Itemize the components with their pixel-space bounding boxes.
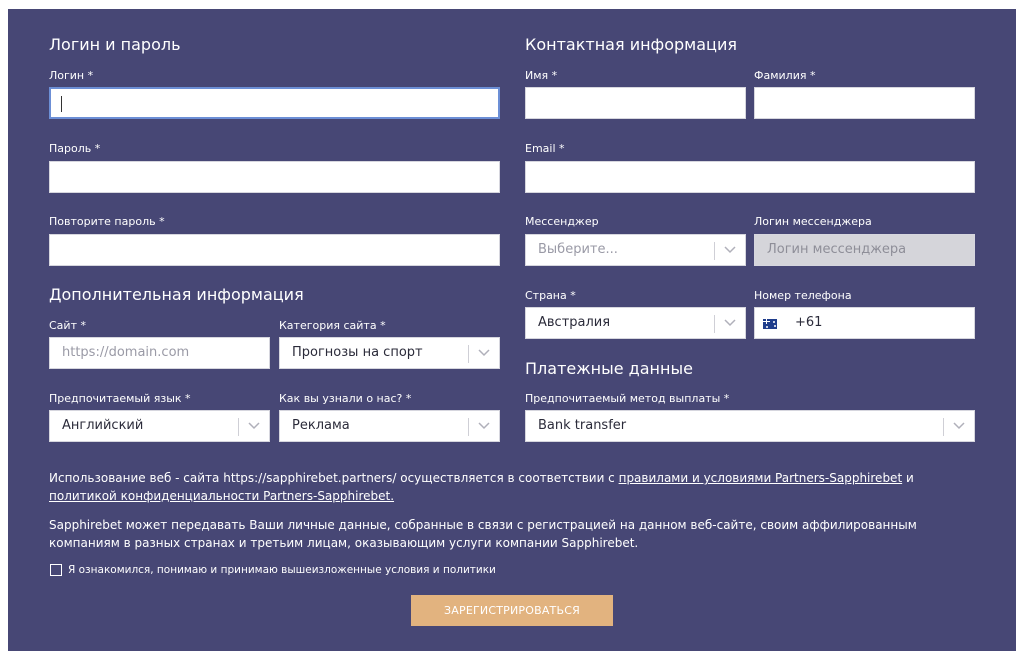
privacy-link[interactable]: политикой конфиденциальности Partners-Sapphirebet. xyxy=(49,489,395,503)
email-label: Email * xyxy=(525,142,565,155)
messenger-label: Мессенджер xyxy=(525,215,599,228)
first-name-label: Имя * xyxy=(525,69,558,82)
terms-and: и xyxy=(902,471,914,485)
chevron-down-icon xyxy=(944,411,974,441)
payment-section-title: Платежные данные xyxy=(525,359,693,378)
rules-link[interactable]: правилами и условиями Partners-Sapphirebet xyxy=(618,471,903,485)
country-select[interactable] xyxy=(525,307,746,339)
password-label: Пароль * xyxy=(49,142,101,155)
phone-input[interactable] xyxy=(754,307,975,339)
site-label: Сайт * xyxy=(49,319,86,332)
last-name-input[interactable] xyxy=(754,87,975,119)
source-label: Как вы узнали о нас? * xyxy=(279,392,412,405)
country-label: Страна * xyxy=(525,289,576,302)
language-label: Предпочитаемый язык * xyxy=(49,392,191,405)
repeat-password-label: Повторите пароль * xyxy=(49,215,165,228)
last-name-label: Фамилия * xyxy=(754,69,816,82)
agree-checkbox[interactable] xyxy=(50,564,62,576)
payout-label: Предпочитаемый метод выплаты * xyxy=(525,392,730,405)
site-input[interactable] xyxy=(49,337,270,369)
site-category-label: Категория сайта * xyxy=(279,319,386,332)
source-select[interactable] xyxy=(279,410,500,442)
extra-section-title: Дополнительная информация xyxy=(49,285,304,304)
chevron-down-icon xyxy=(239,411,269,441)
registration-form-panel xyxy=(8,9,1016,651)
chevron-down-icon xyxy=(715,235,745,265)
payout-value: Bank transfer xyxy=(538,418,627,433)
phone-code: +61 xyxy=(795,315,823,330)
terms-text xyxy=(49,469,969,505)
contact-section-title: Контактная информация xyxy=(525,35,737,54)
chevron-down-icon xyxy=(469,338,499,368)
email-input[interactable] xyxy=(525,161,975,193)
messenger-login-label: Логин мессенджера xyxy=(754,215,872,228)
phone-label: Номер телефона xyxy=(754,289,852,302)
australia-flag-icon[interactable] xyxy=(763,319,777,329)
messenger-login-input[interactable] xyxy=(754,234,975,266)
chevron-down-icon xyxy=(469,411,499,441)
messenger-login-placeholder: Логин мессенджера xyxy=(767,242,907,257)
register-button[interactable]: ЗАРЕГИСТРИРОВАТЬСЯ xyxy=(411,595,613,626)
login-label: Логин * xyxy=(49,69,94,82)
chevron-down-icon xyxy=(715,308,745,338)
messenger-select[interactable] xyxy=(525,234,746,266)
disclosure-text: Sapphirebet может передавать Ваши личные данные, собранные в связи с регистрацией на данном веб-сайте, своим аффилированным компаниям в разных странах и третьим лицам, оказывающим услуги компании Sapphirebet. xyxy=(49,518,917,550)
country-value: Австралия xyxy=(538,315,611,330)
password-input[interactable] xyxy=(49,161,500,193)
site-category-value: Прогнозы на спорт xyxy=(292,345,423,360)
site-placeholder: https://domain.com xyxy=(62,345,190,360)
agree-label: Я ознакомился, понимаю и принимаю вышеизложенные условия и политики xyxy=(68,564,496,576)
repeat-password-input[interactable] xyxy=(49,234,500,266)
language-select[interactable] xyxy=(49,410,270,442)
login-input[interactable] xyxy=(49,87,500,119)
login-section-title: Логин и пароль xyxy=(49,35,181,54)
text-cursor xyxy=(61,96,62,112)
payout-select[interactable] xyxy=(525,410,975,442)
site-category-select[interactable] xyxy=(279,337,500,369)
first-name-input[interactable] xyxy=(525,87,746,119)
terms-prefix: Использование веб - сайта https://sapphirebet.partners/ осуществляется в соответствии с xyxy=(49,471,619,485)
language-value: Английский xyxy=(62,418,144,433)
messenger-placeholder: Выберите... xyxy=(538,242,618,257)
source-value: Реклама xyxy=(292,418,350,433)
